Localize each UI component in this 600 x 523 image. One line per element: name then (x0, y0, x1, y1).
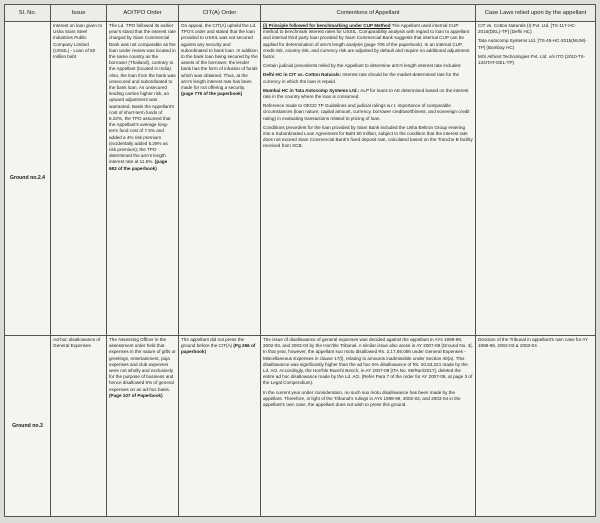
issue-cell: Ad-hoc disallowance of General Expenses (51, 336, 107, 517)
case-laws-cell (476, 336, 596, 517)
contentions-cell (261, 22, 476, 336)
contention-paragraph: (i) Principle followed for benchmarking under CUP Method The Appellant used internal CUP method to benchmark interest rates for USSIL. Comparability analysis with regard to loan to appellant and internal third party loan provided by Siam Commercial Bank suggests that internal CUP can be applied for determination of arm's length analysis (page 706 of the paperbook). In an internal CUP, credit risk, country risk, and currency risk are adjusted by default and require no additional adjustment factor. (263, 23, 470, 60)
cita-order-cell (179, 22, 261, 336)
table-row (5, 22, 596, 336)
table-row (5, 336, 596, 517)
contention-paragraph: Delhi HC in CIT vs. Cotton Naturals: Interest rate should be the market-determined rate for the currency in which the loan is repaid. (263, 72, 460, 84)
cita-page-ref: (page 775 of the paperbook) (181, 91, 243, 97)
col-header-issue: Issue (51, 5, 107, 22)
ao-order-cell (107, 22, 179, 336)
case-law-item: Decision of the Tribunal in appellant's own case for AY 1998-99, 2002-03 & 2003-04 (478, 337, 588, 349)
issue-cell: Interest on loan given to Usha Siam Steel Industries Public Company Limited (USSIL) - Loan of 50 million baht (51, 22, 107, 336)
case-law-item: CIT vs. Cotton Naturals (I) Pvt. Ltd. [TS-117-HC-2015(DEL)-TP] (Delhi HC) (478, 23, 577, 35)
col-header-sl-no: Sl. No. (5, 5, 51, 22)
col-header-contentions: Contentions of Appellant (261, 5, 476, 22)
col-header-cita-order: CIT(A) Order (179, 5, 261, 22)
contention-paragraph: Conditions precedent for the loan provided by Siam Bank included the Usha Beltron Group entering into a Subordinated Loan Agreement for Baht 50 million, subject to the condition that the interest rate does not exceed Siam Commercial Bank's fixed deposit rate, calculated based on the Tranche B facility received from SCB. (263, 124, 473, 149)
ao-order-cell (107, 336, 179, 517)
contention-paragraph: Mumbai HC in Tata Autocomp Systems Ltd.: ALP for loans to AE determined based on the interest rate in the country where the loan is consumed. (263, 87, 469, 100)
contention-paragraph: Reference made to OECD TP Guidelines and judicial rulings w.r.t. importance of comparable circumstances (loan nature, capital amount, currency, borrower creditworthiness, and sovereign credit rating) in evaluating transactions related to pricing of loan. (263, 103, 470, 121)
col-header-ao-order: AO/TPO Order (107, 5, 179, 22)
case-law-item: M/S Aithent Technologies Pvt. Ltd. v/s ITO (2010-TII-134ITAT-DEL-TP) (478, 53, 586, 66)
ao-order-text: The Assessing Officer in the assessment order held that expenses in the nature of gifts or greetings, entertainment, puja expenses and club expenses were not wholly and exclusively for the purpose of business and hence disallowed 5% of general expenses on an ad-hoc basis. (109, 337, 176, 392)
ao-order-text: The Ld. TPO followed its earlier year's stand that the interest rate charged by Siam Commercial Bank was not comparable as the loan under review was located in the same country as the borrower (Thailand), contrary to the Appellant (located in India). Also, the loan from the bank was unsecured and subordinated to the bank loan. As unsecured lending carries higher risk, an upward adjustment was warranted. Basis the Appellant's cost of short-term funds of 6.22%, the TPO assumed that the Appellant's average long-term fund cost of 7.5% and added a 4% risk premium (incidentally added 5.28% as risk premium); the TPO determined the arm's length interest rate at 11.5%. (109, 23, 176, 165)
case-law-item: Tata Autocomp Systems Ltd. [TS-45-HC-2015(MUM)-TP] (Bombay HC) (478, 38, 587, 50)
ground-number: Ground no.3 (5, 336, 51, 517)
document-page (4, 4, 595, 517)
cita-order-text: The appellant did not press the ground before the CIT(A) (181, 337, 245, 349)
submission-table (4, 4, 596, 517)
cita-page-ref: (Pg 266 of paperbook) (181, 343, 256, 355)
ao-page-ref: (page 683 of the paperbook) (109, 159, 168, 171)
cita-order-text: On appeal, the CIT(A) upheld the Ld. TPO's order and stated that the loan provided to USSIL was not secured against any security and subordinated to bank loan. In addition to the bank loan being secured by the assets of the borrower, the lender bank has the form of infusion of funds which was obtained. Thus, at the arm's length interest rate has been made for not offering a security. (181, 23, 258, 91)
contention-paragraph: The issue of disallowance of general expenses was decided against the appellant in AYs 1998-99, 2002-03, and 2003-04 by the Hon'ble Tribunal. A similar issue also arose in AY 2007-08 [Ground No. 3]. In that year, however, the appellant suo motu disallowed Rs. 2,17,69,056 under General Expenses - Miscellaneous Expenses in clause 17(l), relating to amounts inadmissible under Section 40(a). This disallowance was significantly higher than the ad hoc 5% disallowance of Rs. 20,53,221 made by the Ld. AO. Accordingly, the Hon'ble Ranchi Bench, in AY 2007-08 [ITA No. 66/Ran/2017], deleted the entire ad hoc disallowance made by the Ld. AO. (Refer Para 7 of the order for AY 2007-08, at page 3 of the Legal Compendium). (263, 337, 473, 386)
cita-order-cell (179, 336, 261, 517)
contentions-cell (261, 336, 476, 517)
contention-paragraph: Certain judicial precedents relied by the Appellant to determine arm's length interest rate includes: (263, 63, 462, 69)
case-laws-cell (476, 22, 596, 336)
header-row (5, 5, 596, 22)
ground-number: Ground no.2.4 (5, 22, 51, 336)
contention-paragraph: In the current year under consideration, no such suo motu disallowance has been made by the appellant. Therefore, in light of the Tribunal's rulings in AYs 1998-99, 2002-03, and 2003-04 in the appellant's own case, the appellant does not wish to press this ground. (263, 389, 461, 408)
col-header-case-laws: Case Laws relied upon by the appellant (476, 5, 596, 22)
ao-page-ref: (Page 107 of Paperbook) (109, 392, 163, 398)
